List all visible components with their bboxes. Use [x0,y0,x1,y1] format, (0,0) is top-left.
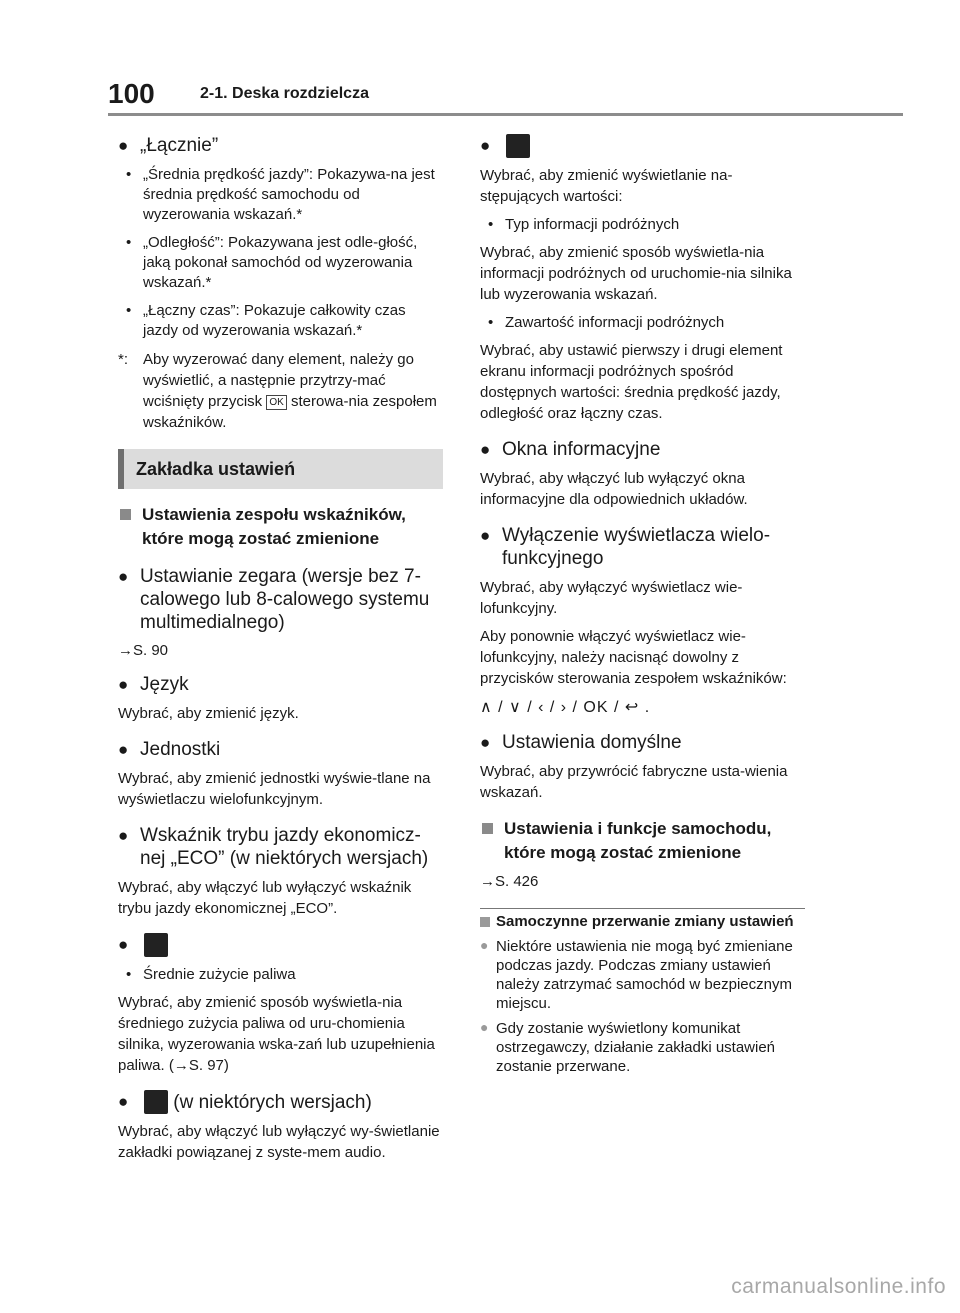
ok-button-icon: OK [266,395,286,410]
settings-subheading: Ustawienia zespołu wskaźników, które mogą zostać zmienione [118,503,443,551]
zegar-ref: →S. 90 [118,642,169,659]
lacznie-heading: ● „Łącznie” [118,134,443,157]
wylaczenie-heading: ● Wyłączenie wyświetlacza wielo-funkcyjnego [480,524,805,570]
travel-text-3: Wybrać, aby ustawić pierwszy i drugi element ekranu informacji podróżnych spośród dostępnych wartości: średnia prędkość jazdy, odległość oraz łączny czas. [480,342,783,422]
info-heading: Samoczynne przerwanie zmiany ustawień [480,913,805,931]
jednostki-text: Wybrać, aby zmienić jednostki wyświe-tlane na wyświetlaczu wielofunkcyjnym. [118,770,431,808]
okna-text: Wybrać, aby włączyć lub wyłączyć okna informacyjne dla odpowiednich układów. [480,470,748,508]
reset-note [118,349,443,433]
audio-suffix: (w niektórych wersjach) [173,1092,372,1113]
leaf-icon [144,933,168,957]
funkcje-subheading: Ustawienia i funkcje samochodu, które mogą zostać zmienione [480,817,805,865]
funkcje-ref: →S. 426 [480,873,539,890]
travel-heading [480,134,805,158]
left-column [118,120,443,1163]
domyslne-heading: ● Ustawienia domyślne [480,731,805,754]
leaf-bullet: • Średnie zużycie paliwa [118,965,443,985]
note-marker: *: [118,351,129,368]
travel-text-2: Wybrać, aby zmienić sposób wyświetla-nia informacji podróżnych od uruchomie-nia silnika lub wyzerowania wskazań. [480,244,792,303]
leaf-heading [118,933,443,957]
travel-text-1: Wybrać, aby zmienić wyświetlanie na-stępujących wartości: [480,167,733,205]
music-note-icon [144,1090,168,1114]
section-title: 2-1. Deska rozdzielcza [200,85,369,102]
header-divider [108,113,903,116]
page-header [108,78,903,118]
lacznie-bullet-3: • „Łączny czas”: Pokazuje całkowity czas jazdy od wyzerowania wskazań.* [118,301,443,341]
control-buttons-icons: ∧ / ∨ / ‹ / › / OK / ↩ . [480,699,651,716]
okna-heading: ● Okna informacyjne [480,438,805,461]
note-text-2: sterowa-nia zespołem wskaźników. [143,393,437,431]
info-point-1: ● Niektóre ustawienia nie mogą być zmieniane podczas jazdy. Podczas zmiany ustawień należy zatrzymać samochód w bezpiecznym miejscu. [480,937,805,1013]
travel-bullet-2: • Zawartość informacji podróżnych [480,313,805,333]
travel-bullet-1: • Typ informacji podróżnych [480,215,805,235]
info-point-2: ● Gdy zostanie wyświetlony komunikat ostrzegawczy, działanie zakładki ustawień zostanie przerwane. [480,1019,805,1076]
page-number: 100 [108,78,155,109]
wylaczenie-text-1: Wybrać, aby wyłączyć wyświetlacz wie-lofunkcyjny. [480,579,743,617]
jezyk-heading: ● Język [118,673,443,696]
eco-heading: ● Wskaźnik trybu jazdy ekonomicz-nej „ECO” (w niektórych wersjach) [118,824,443,870]
info-divider [480,908,805,909]
wylaczenie-text-2: Aby ponownie włączyć wyświetlacz wie-lofunkcyjny, należy nacisnąć dowolny z przycisków sterowania zespołem wskaźników: [480,628,787,687]
domyslne-text: Wybrać, aby przywrócić fabryczne usta-wienia wskazań. [480,763,788,801]
travel-info-icon [506,134,530,158]
lacznie-bullet-1: • „Średnia prędkość jazdy”: Pokazywa-na jest średnia prędkość samochodu od wyzerowania wskazań.* [118,165,443,225]
lacznie-bullet-2: • „Odległość”: Pokazywana jest odle-głość, jaką pokonał samochód od wyzerowania wskazań.* [118,233,443,293]
audio-heading [118,1090,443,1114]
settings-tab-header: Zakładka ustawień [118,449,443,489]
watermark: carmanualsonline.info [731,1275,946,1298]
leaf-text: Wybrać, aby zmienić sposób wyświetla-nia średniego zużycia paliwa od uru-chomienia silnika, wyzerowania wska-zań lub uzupełnienia paliwa. (→S. 97) [118,994,435,1074]
jezyk-text: Wybrać, aby zmienić język. [118,705,299,722]
note-text-1: Aby wyzerować dany element, należy go wyświetlić, a następnie przytrzy-mać wciśnięty przycisk [143,351,414,410]
zegar-heading: ● Ustawianie zegara (wersje bez 7-calowego lub 8-calowego systemu multimedialnego) [118,565,443,634]
eco-text: Wybrać, aby włączyć lub wyłączyć wskaźnik trybu jazdy ekonomicznej „ECO”. [118,879,412,917]
jednostki-heading: ● Jednostki [118,738,443,761]
audio-text: Wybrać, aby włączyć lub wyłączyć wy-świetlanie zakładki powiązanej z syste-mem audio. [118,1123,440,1161]
right-column [480,120,805,1076]
